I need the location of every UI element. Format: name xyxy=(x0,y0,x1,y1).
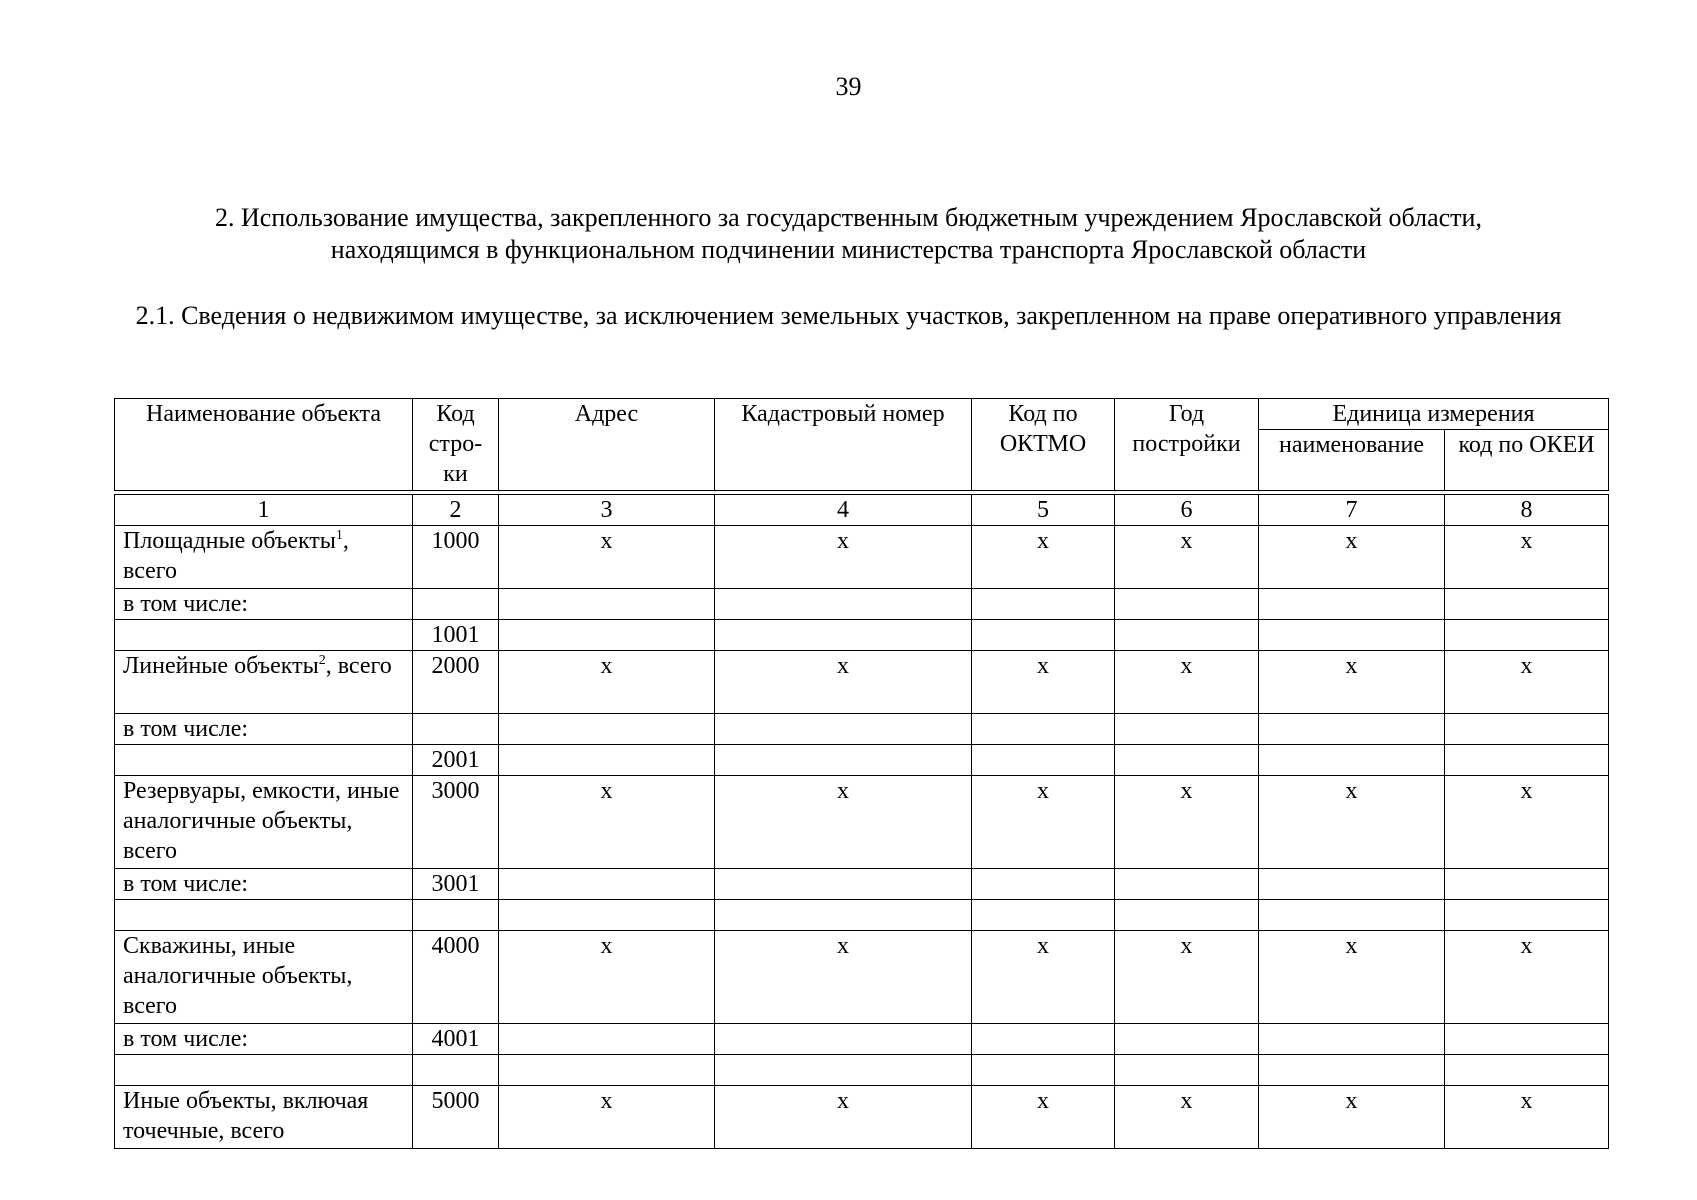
header-unit-name: наименование xyxy=(1259,430,1445,491)
row-cell-col4 xyxy=(715,620,972,651)
row-name xyxy=(115,745,413,776)
row-name: Иные объекты, включая точечные, всего xyxy=(115,1086,413,1149)
row-cell-col7 xyxy=(1259,869,1445,900)
row-cell-col3: x xyxy=(499,931,715,1024)
row-cell-col4 xyxy=(715,589,972,620)
row-cell-col8 xyxy=(1445,1055,1609,1086)
row-cell-col8: x xyxy=(1445,931,1609,1024)
row-cell-col6: x xyxy=(1115,776,1259,869)
column-number-7: 7 xyxy=(1259,495,1445,526)
row-cell-col3 xyxy=(499,714,715,745)
row-cell-col8 xyxy=(1445,900,1609,931)
row-name: в том числе: xyxy=(115,1024,413,1055)
row-cell-col6 xyxy=(1115,714,1259,745)
row-cell-col7 xyxy=(1259,1055,1445,1086)
row-code xyxy=(413,1055,499,1086)
row-cell-col3 xyxy=(499,900,715,931)
column-number-row xyxy=(115,495,1609,526)
row-name xyxy=(115,900,413,931)
row-cell-col7 xyxy=(1259,1024,1445,1055)
header-year: Год постройки xyxy=(1115,399,1259,491)
column-number-6: 6 xyxy=(1115,495,1259,526)
row-cell-col8 xyxy=(1445,745,1609,776)
row-code: 2001 xyxy=(413,745,499,776)
row-cell-col4: x xyxy=(715,1086,972,1149)
row-name: в том числе: xyxy=(115,714,413,745)
property-table xyxy=(114,398,1609,1149)
row-name: Площадные объекты$^1$, всего xyxy=(115,526,413,589)
column-number-2: 2 xyxy=(413,495,499,526)
row-cell-col6: x xyxy=(1115,1086,1259,1149)
row-cell-col5 xyxy=(972,714,1115,745)
row-cell-col8 xyxy=(1445,620,1609,651)
row-cell-col5 xyxy=(972,620,1115,651)
row-code: 3001 xyxy=(413,869,499,900)
row-cell-col8: x xyxy=(1445,776,1609,869)
row-cell-col6 xyxy=(1115,900,1259,931)
row-cell-col6 xyxy=(1115,1024,1259,1055)
header-address: Адрес xyxy=(499,399,715,491)
row-cell-col7 xyxy=(1259,589,1445,620)
table-row xyxy=(115,900,1609,931)
row-cell-col8: x xyxy=(1445,526,1609,589)
row-cell-col6: x xyxy=(1115,651,1259,714)
row-cell-col3 xyxy=(499,589,715,620)
row-cell-col5: x xyxy=(972,931,1115,1024)
row-code: 1001 xyxy=(413,620,499,651)
table-row xyxy=(115,526,1609,589)
row-cell-col6 xyxy=(1115,589,1259,620)
column-number-3: 3 xyxy=(499,495,715,526)
table-row xyxy=(115,620,1609,651)
row-code: 4001 xyxy=(413,1024,499,1055)
row-cell-col4 xyxy=(715,745,972,776)
row-cell-col5 xyxy=(972,745,1115,776)
header-cadastral: Кадастровый номер xyxy=(715,399,972,491)
row-code: 2000 xyxy=(413,651,499,714)
row-cell-col5 xyxy=(972,869,1115,900)
row-cell-col4 xyxy=(715,900,972,931)
section-heading-line2: находящимся в функциональном подчинении министерства транспорта Ярославской области xyxy=(330,235,1367,264)
row-name: Резервуары, емкости, иные аналогичные объекты, всего xyxy=(115,776,413,869)
row-cell-col6 xyxy=(1115,869,1259,900)
table-row xyxy=(115,714,1609,745)
page-number: 39 xyxy=(835,72,862,101)
row-cell-col3 xyxy=(499,1055,715,1086)
row-cell-col4: x xyxy=(715,776,972,869)
row-cell-col6 xyxy=(1115,745,1259,776)
header-unit-okei: код по ОКЕИ xyxy=(1445,430,1609,491)
column-number-4: 4 xyxy=(715,495,972,526)
row-name: в том числе: xyxy=(115,589,413,620)
row-code: 1000 xyxy=(413,526,499,589)
row-cell-col3: x xyxy=(499,526,715,589)
subsection-heading: 2.1. Сведения о недвижимом имуществе, за исключением земельных участков, закрепленном на праве оперативного управления xyxy=(135,301,1562,330)
row-cell-col4 xyxy=(715,1055,972,1086)
table-row xyxy=(115,869,1609,900)
row-cell-col5: x xyxy=(972,1086,1115,1149)
table-row xyxy=(115,1086,1609,1149)
row-cell-col5: x xyxy=(972,776,1115,869)
header-code: Код стро-ки xyxy=(413,399,499,491)
row-cell-col5 xyxy=(972,900,1115,931)
table-row xyxy=(115,651,1609,714)
section-heading xyxy=(0,202,1697,266)
row-cell-col3: x xyxy=(499,651,715,714)
row-cell-col5 xyxy=(972,589,1115,620)
row-cell-col8 xyxy=(1445,589,1609,620)
column-number-5: 5 xyxy=(972,495,1115,526)
row-cell-col5 xyxy=(972,1055,1115,1086)
header-row xyxy=(115,399,1609,430)
table-row xyxy=(115,1024,1609,1055)
row-cell-col3: x xyxy=(499,1086,715,1149)
row-code xyxy=(413,589,499,620)
row-cell-col3 xyxy=(499,869,715,900)
row-cell-col8 xyxy=(1445,1024,1609,1055)
row-cell-col7 xyxy=(1259,620,1445,651)
row-name: Скважины, иные аналогичные объекты, всего xyxy=(115,931,413,1024)
row-cell-col4: x xyxy=(715,526,972,589)
row-cell-col4: x xyxy=(715,931,972,1024)
row-code: 4000 xyxy=(413,931,499,1024)
row-code: 3000 xyxy=(413,776,499,869)
row-cell-col3 xyxy=(499,620,715,651)
table-row xyxy=(115,931,1609,1024)
row-code xyxy=(413,900,499,931)
row-cell-col6 xyxy=(1115,620,1259,651)
row-cell-col4 xyxy=(715,714,972,745)
row-name: Линейные объекты$^2$, всего xyxy=(115,651,413,714)
table-row xyxy=(115,776,1609,869)
table-row xyxy=(115,589,1609,620)
row-cell-col8: x xyxy=(1445,651,1609,714)
row-cell-col6: x xyxy=(1115,931,1259,1024)
row-cell-col7: x xyxy=(1259,1086,1445,1149)
row-code xyxy=(413,714,499,745)
row-name: в том числе: xyxy=(115,869,413,900)
table-row xyxy=(115,745,1609,776)
row-cell-col7: x xyxy=(1259,776,1445,869)
row-cell-col8 xyxy=(1445,869,1609,900)
row-cell-col3 xyxy=(499,745,715,776)
row-cell-col7 xyxy=(1259,900,1445,931)
row-cell-col6 xyxy=(1115,1055,1259,1086)
row-cell-col3: x xyxy=(499,776,715,869)
row-cell-col6: x xyxy=(1115,526,1259,589)
row-cell-col7: x xyxy=(1259,931,1445,1024)
header-unit: Единица измерения xyxy=(1259,399,1609,430)
column-number-8: 8 xyxy=(1445,495,1609,526)
header-name: Наименование объекта xyxy=(115,399,413,491)
row-cell-col5: x xyxy=(972,651,1115,714)
footnote-marker: 1 xyxy=(335,528,343,543)
column-number-1: 1 xyxy=(115,495,413,526)
row-name xyxy=(115,1055,413,1086)
row-cell-col7 xyxy=(1259,745,1445,776)
row-code: 5000 xyxy=(413,1086,499,1149)
row-cell-col4 xyxy=(715,1024,972,1055)
row-cell-col3 xyxy=(499,1024,715,1055)
row-name xyxy=(115,620,413,651)
row-cell-col5: x xyxy=(972,526,1115,589)
row-cell-col8 xyxy=(1445,714,1609,745)
row-cell-col7: x xyxy=(1259,526,1445,589)
row-cell-col4 xyxy=(715,869,972,900)
row-cell-col8: x xyxy=(1445,1086,1609,1149)
row-cell-col7 xyxy=(1259,714,1445,745)
footnote-marker: 2 xyxy=(318,653,326,668)
row-cell-col7: x xyxy=(1259,651,1445,714)
table-row xyxy=(115,1055,1609,1086)
section-heading-line1: 2. Использование имущества, закрепленного за государственным бюджетным учреждением Ярославской области, xyxy=(215,203,1482,232)
row-cell-col4: x xyxy=(715,651,972,714)
header-oktmo: Код по ОКТМО xyxy=(972,399,1115,491)
row-cell-col5 xyxy=(972,1024,1115,1055)
